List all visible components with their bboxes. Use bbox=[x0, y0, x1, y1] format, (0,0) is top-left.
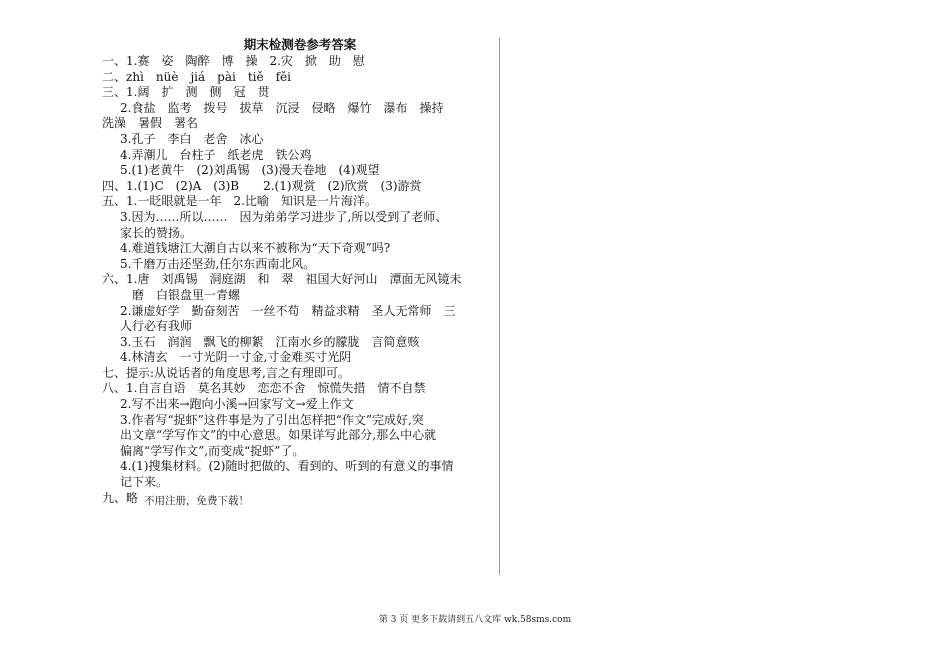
answer-line: 2.写不出来→跑向小溪→回家写文→爱上作文 bbox=[120, 397, 354, 412]
answer-line: 5.(1)老黄牛 (2)刘禹锡 (3)漫天卷地 (4)观望 bbox=[120, 163, 380, 178]
answer-line: 记下来。 bbox=[120, 475, 169, 490]
answer-section-5: 五、1.一眨眼就是一年 2.比喻 知识是一片海洋。 bbox=[102, 194, 377, 209]
answer-line: 磨 白银盘里一青螺 bbox=[132, 287, 241, 302]
answer-line: 3.玉石 润润 飘飞的柳絮 江南水乡的朦胧 言简意赅 bbox=[120, 334, 420, 349]
answer-section-7: 七、提示:从说话者的角度思考,言之有理即可。 bbox=[102, 365, 350, 380]
download-note: 不用注册，免费下载！ bbox=[144, 495, 249, 507]
answer-section-6: 六、1.唐 刘禹锡 洞庭湖 和 翠 祖国大好河山 潭面无风镜未 bbox=[102, 272, 462, 287]
answer-line: 4.林清玄 一寸光阴一寸金,寸金难买寸光阴 bbox=[120, 350, 352, 365]
answer-line: 4.(1)搜集材料。(2)随时把做的、看到的、听到的有意义的事情 bbox=[120, 459, 454, 474]
answer-line: 2.食盐 监考 拨号 拔草 沉浸 侵略 爆竹 瀑布 操持 bbox=[120, 100, 444, 115]
answer-section-8: 八、1.自言自语 莫名其妙 恋恋不舍 惊慌失措 情不自禁 bbox=[102, 381, 426, 396]
answer-line: 2.谦虚好学 勤奋刻苦 一丝不苟 精益求精 圣人无常师 三 bbox=[120, 303, 456, 318]
column-divider bbox=[499, 38, 500, 575]
answer-line: 3.作者写“捉虾”这件事是为了引出怎样把“作文”完成好,突 bbox=[120, 412, 424, 427]
answer-line: 偏离“学写作文”,而变成“捉虾”了。 bbox=[120, 443, 305, 458]
answer-body bbox=[102, 54, 497, 506]
page-footer: 第 3 页 更多下载请到五八文库 wk.58sms.com bbox=[378, 615, 572, 625]
answer-line: 3.因为……所以…… 因为弟弟学习进步了,所以受到了老师、 bbox=[120, 209, 448, 224]
answer-section-2: 二、zhì nüè jiá pài tiě fěi bbox=[102, 69, 291, 84]
answer-line: 3.孔子 李白 老舍 冰心 bbox=[120, 131, 264, 146]
page-title: 期末检测卷参考答案 bbox=[243, 37, 357, 52]
answer-section-9: 九、略 bbox=[102, 490, 139, 505]
answer-section-1: 一、1.赛 姿 陶醉 博 操 2.灾 掀 助 慰 bbox=[102, 54, 365, 68]
answer-line: 洗澡 暑假 署名 bbox=[102, 116, 199, 131]
answer-line: 5.千磨万击还坚劲,任尔东西南北风。 bbox=[120, 256, 316, 271]
answer-line: 人行必有我师 bbox=[120, 319, 193, 334]
answer-line: 家长的赞扬。 bbox=[120, 225, 193, 240]
answer-line: 出文章“学写作文”的中心意思。如果详写此部分,那么中心就 bbox=[120, 428, 437, 443]
answer-line: 4.难道钱塘江大潮自古以来不被称为“天下奇观”吗? bbox=[120, 241, 391, 256]
answer-section-3: 三、1.阔 扩 测 侧 冠 贯 bbox=[102, 85, 270, 100]
answer-line: 4.弄潮儿 台柱子 纸老虎 铁公鸡 bbox=[120, 147, 312, 162]
answer-section-4: 四、1.(1)C (2)A (3)B 2.(1)观赏 (2)欣赏 (3)游赏 bbox=[102, 178, 422, 193]
